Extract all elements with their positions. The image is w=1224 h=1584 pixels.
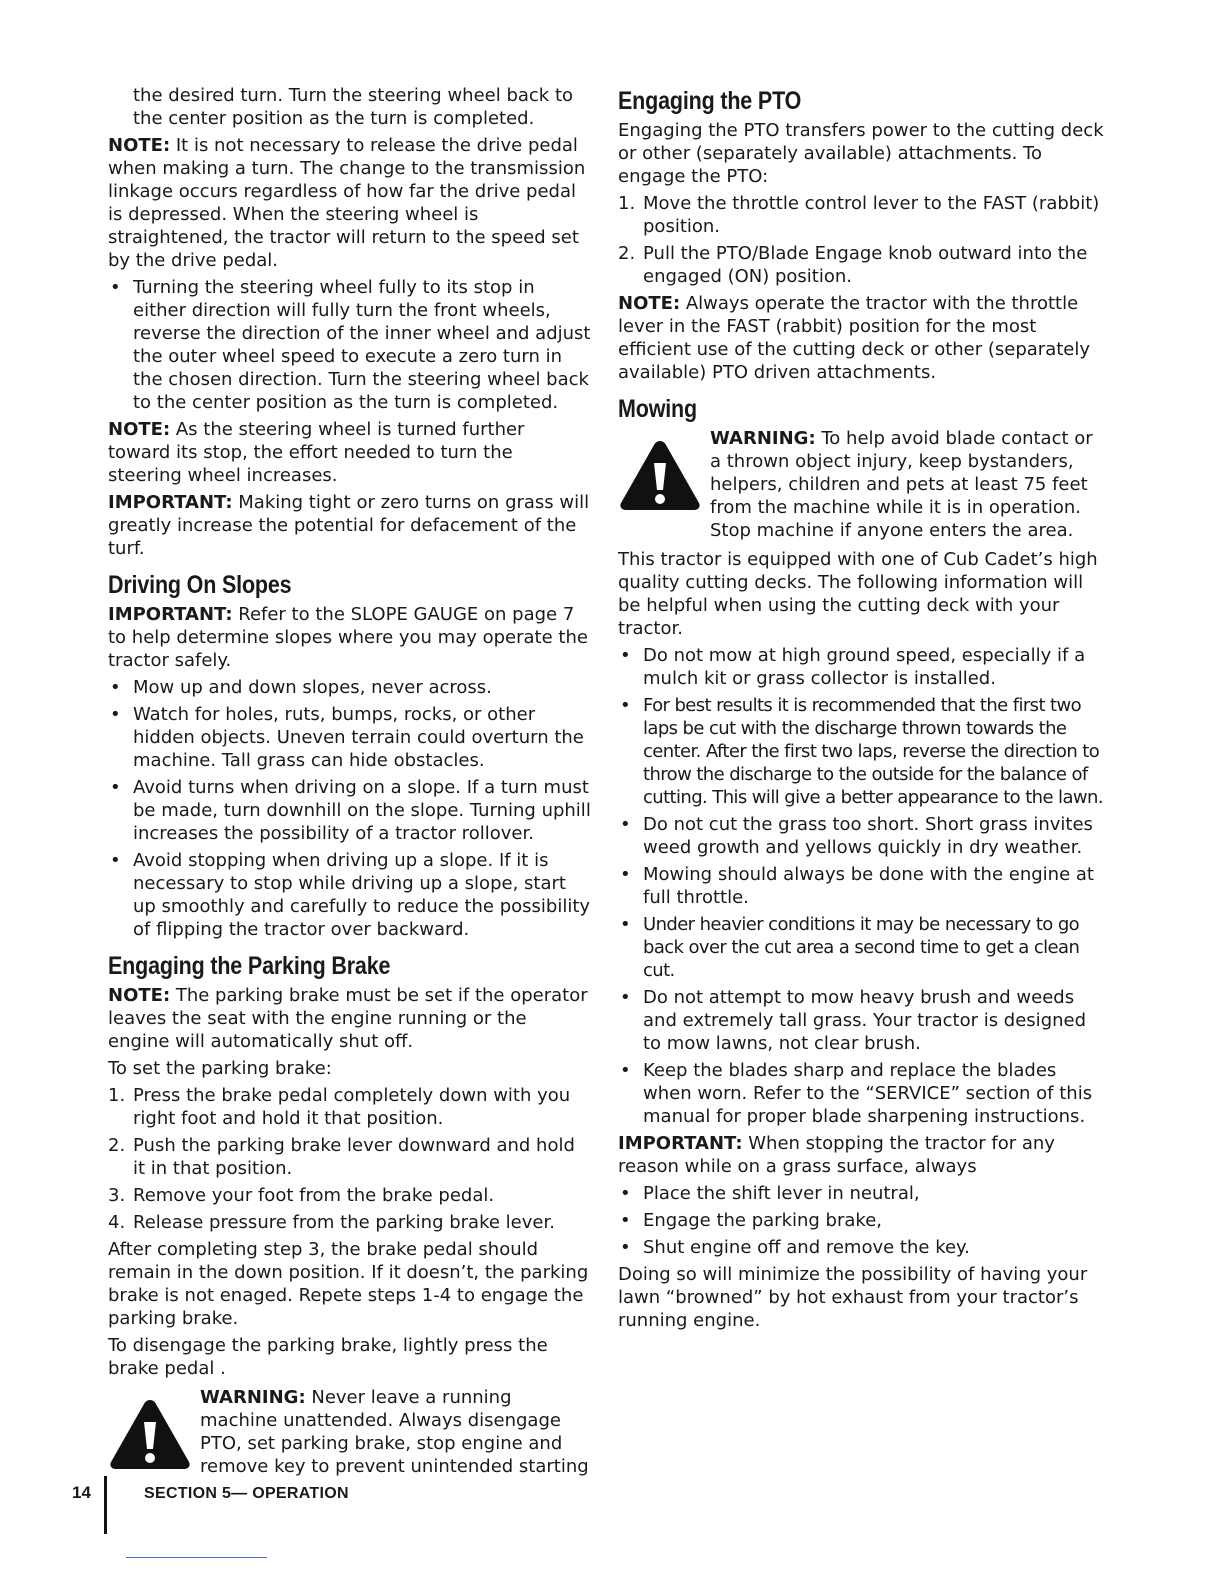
step-item — [108, 1211, 592, 1234]
list-item — [618, 863, 1106, 909]
list-item-text: Mowing should always be done with the engine at full throttle. — [643, 864, 1094, 908]
note-throttle — [618, 292, 1106, 384]
important-label: IMPORTANT: — [618, 1133, 743, 1154]
important-label: IMPORTANT: — [108, 604, 233, 625]
warning-parking — [108, 1386, 592, 1478]
step-item — [618, 242, 1106, 288]
step-number: 2. — [618, 243, 636, 264]
important-slope-gauge — [108, 603, 592, 672]
bottom-rule — [126, 1557, 267, 1558]
list-item-text: Place the shift lever in neutral, — [643, 1183, 920, 1204]
note-drive-pedal — [108, 134, 592, 272]
step-text: Push the parking brake lever downward and hold it in that position. — [133, 1135, 575, 1179]
step-text: Pull the PTO/Blade Engage knob outward into the engaged (ON) position. — [643, 243, 1088, 287]
note-steering-effort — [108, 418, 592, 487]
note-text: Always operate the tractor with the throttle lever in the FAST (rabbit) position for the most efficient use of the cutting deck or other (separately available) PTO driven attachments. — [618, 293, 1091, 383]
bullet: • — [110, 777, 121, 798]
note-label: NOTE: — [108, 135, 171, 156]
list-item-text: Shut engine off and remove the key. — [643, 1237, 970, 1258]
footer-divider — [104, 1476, 107, 1534]
list-item — [108, 276, 592, 414]
mowing-list — [618, 644, 1106, 1128]
warning-icon — [618, 437, 702, 513]
list-item-text: Do not cut the grass too short. Short grass invites weed growth and yellows quickly in dry weather. — [643, 814, 1093, 858]
right-column — [618, 84, 1106, 1336]
list-item — [618, 1182, 1106, 1205]
parking-intro: To set the parking brake: — [108, 1058, 332, 1079]
list-item-text: Avoid turns when driving on a slope. If a turn must be made, turn downhill on the slope. Turning uphill increases the possibility of a tractor rollover. — [133, 777, 591, 844]
note-text: As the steering wheel is turned further toward its stop, the effort needed to turn the steering wheel increases. — [108, 419, 525, 486]
list-item — [108, 676, 592, 699]
warning-text-block — [710, 427, 1106, 542]
step-number: 3. — [108, 1185, 126, 1206]
important-stopping — [618, 1132, 1106, 1178]
list-item-text: For best results it is recommended that the first two laps be cut with the discharge thrown towards the center. After the first two laps, reverse the direction to throw the discharge to the outside for the balance of cutting. This will give a better appearance to the lawn. — [643, 695, 1103, 808]
bullet: • — [620, 1183, 631, 1204]
list-item-text: Turning the steering wheel fully to its stop in either direction will fully turn the front wheels, reverse the direction of the inner wheel and adjust the outer wheel speed to execute a zero turn in the chosen direction. Turn the steering wheel back to the center position as the turn is completed. — [133, 277, 591, 413]
zero-turn-list — [108, 276, 592, 414]
step-text: Remove your foot from the brake pedal. — [133, 1185, 495, 1206]
parking-after: After completing step 3, the brake pedal should remain in the down position. If it doesn’t, the parking brake is not enaged. Repete steps 1-4 to engage the parking brake. — [108, 1239, 589, 1329]
heading-mowing: Mowing — [618, 395, 697, 423]
mowing-closing: Doing so will minimize the possibility of having your lawn “browned” by hot exhaust from your tractor’s running engine. — [618, 1264, 1088, 1331]
bullet: • — [620, 987, 631, 1008]
bullet: • — [620, 1210, 631, 1231]
heading-parking-brake: Engaging the Parking Brake — [108, 952, 391, 980]
note-parking-brake — [108, 984, 592, 1053]
step-text: Press the brake pedal completely down with you right foot and hold it that position. — [133, 1085, 571, 1129]
list-item — [618, 1236, 1106, 1259]
step-text: Release pressure from the parking brake lever. — [133, 1212, 555, 1233]
list-item — [618, 1059, 1106, 1128]
list-item-text: Mow up and down slopes, never across. — [133, 677, 492, 698]
warning-label: WARNING: — [200, 1387, 306, 1408]
list-item-text: Avoid stopping when driving up a slope. If it is necessary to stop while driving up a slope, start up smoothly and carefully to reduce the possibility of flipping the tractor over backward. — [133, 850, 591, 940]
step-item — [108, 1184, 592, 1207]
important-text: When stopping the tractor for any reason while on a grass surface, always — [618, 1133, 1055, 1177]
step-item — [618, 192, 1106, 238]
page-footer — [0, 1476, 1224, 1536]
stopping-list — [618, 1182, 1106, 1259]
list-item-text: Do not attempt to mow heavy brush and weeds and extremely tall grass. Your tractor is designed to mow lawns, not clear brush. — [643, 987, 1087, 1054]
step-item — [108, 1134, 592, 1180]
list-item-text: Watch for holes, ruts, bumps, rocks, or other hidden objects. Uneven terrain could overturn the machine. Tall grass can hide obstacles. — [133, 704, 584, 771]
list-item — [618, 913, 1106, 982]
note-text: It is not necessary to release the drive pedal when making a turn. The change to the transmission linkage occurs regardless of how far the drive pedal is depressed. When the steering wheel is straightened, the tractor will return to the speed set by the drive pedal. — [108, 135, 586, 271]
left-column — [108, 84, 592, 1484]
bullet: • — [620, 914, 631, 935]
note-text: The parking brake must be set if the operator leaves the seat with the engine running or the engine will automatically shut off. — [108, 985, 588, 1052]
warning-icon — [108, 1396, 192, 1472]
bullet: • — [110, 704, 121, 725]
bullet: • — [110, 677, 121, 698]
list-item — [108, 776, 592, 845]
step-number: 4. — [108, 1212, 126, 1233]
bullet: • — [620, 814, 631, 835]
important-text: Making tight or zero turns on grass will greatly increase the potential for defacement of the turf. — [108, 492, 590, 559]
bullet: • — [110, 277, 121, 298]
note-label: NOTE: — [618, 293, 681, 314]
note-label: NOTE: — [108, 985, 171, 1006]
bullet: • — [620, 864, 631, 885]
bullet: • — [110, 850, 121, 871]
step-text: Move the throttle control lever to the FAST (rabbit) position. — [643, 193, 1100, 237]
step-item — [108, 1084, 592, 1130]
list-item — [618, 694, 1106, 809]
step-number: 1. — [108, 1085, 126, 1106]
important-turf — [108, 491, 592, 560]
step-number: 2. — [108, 1135, 126, 1156]
slopes-list — [108, 676, 592, 941]
list-item-text: Under heavier conditions it may be necessary to go back over the cut area a second time to get a clean cut. — [643, 914, 1080, 981]
warning-text: Never leave a running machine unattended. Always disengage PTO, set parking brake, stop engine and remove key to prevent unintended starting — [200, 1387, 589, 1477]
section-label: SECTION 5— OPERATION — [144, 1485, 349, 1502]
list-item — [108, 703, 592, 772]
list-item — [108, 849, 592, 941]
pto-intro: Engaging the PTO transfers power to the cutting deck or other (separately available) attachments. To engage the PTO: — [618, 120, 1104, 187]
warning-mowing — [618, 427, 1106, 542]
bullet: • — [620, 645, 631, 666]
list-item-text: Engage the parking brake, — [643, 1210, 882, 1231]
bullet: • — [620, 1237, 631, 1258]
parking-disengage: To disengage the parking brake, lightly press the brake pedal . — [108, 1335, 548, 1379]
list-item — [618, 813, 1106, 859]
bullet: • — [620, 695, 631, 716]
mowing-intro: This tractor is equipped with one of Cub Cadet’s high quality cutting decks. The following information will be helpful when using the cutting deck with your tractor. — [618, 549, 1098, 639]
step-number: 1. — [618, 193, 636, 214]
warning-label: WARNING: — [710, 428, 816, 449]
pto-steps — [618, 192, 1106, 288]
intro-continuation: the desired turn. Turn the steering wheel back to the center position as the turn is completed. — [133, 85, 574, 129]
list-item — [618, 986, 1106, 1055]
bullet: • — [620, 1060, 631, 1081]
page-number: 14 — [72, 1483, 91, 1502]
warning-text: To help avoid blade contact or a thrown object injury, keep bystanders, helpers, children and pets at least 75 feet from the machine while it is in operation. Stop machine if anyone enters the area. — [710, 428, 1093, 541]
list-item-text: Do not mow at high ground speed, especially if a mulch kit or grass collector is installed. — [643, 645, 1086, 689]
important-label: IMPORTANT: — [108, 492, 233, 513]
parking-steps — [108, 1084, 592, 1234]
heading-driving-on-slopes: Driving On Slopes — [108, 571, 292, 599]
heading-engaging-pto: Engaging the PTO — [618, 87, 802, 115]
list-item — [618, 1209, 1106, 1232]
note-label: NOTE: — [108, 419, 171, 440]
warning-text-block — [200, 1386, 592, 1478]
important-text: Refer to the SLOPE GAUGE on page 7 to help determine slopes where you may operate the tractor safely. — [108, 604, 588, 671]
list-item-text: Keep the blades sharp and replace the blades when worn. Refer to the “SERVICE” section of this manual for proper blade sharpening instructions. — [643, 1060, 1093, 1127]
list-item — [618, 644, 1106, 690]
